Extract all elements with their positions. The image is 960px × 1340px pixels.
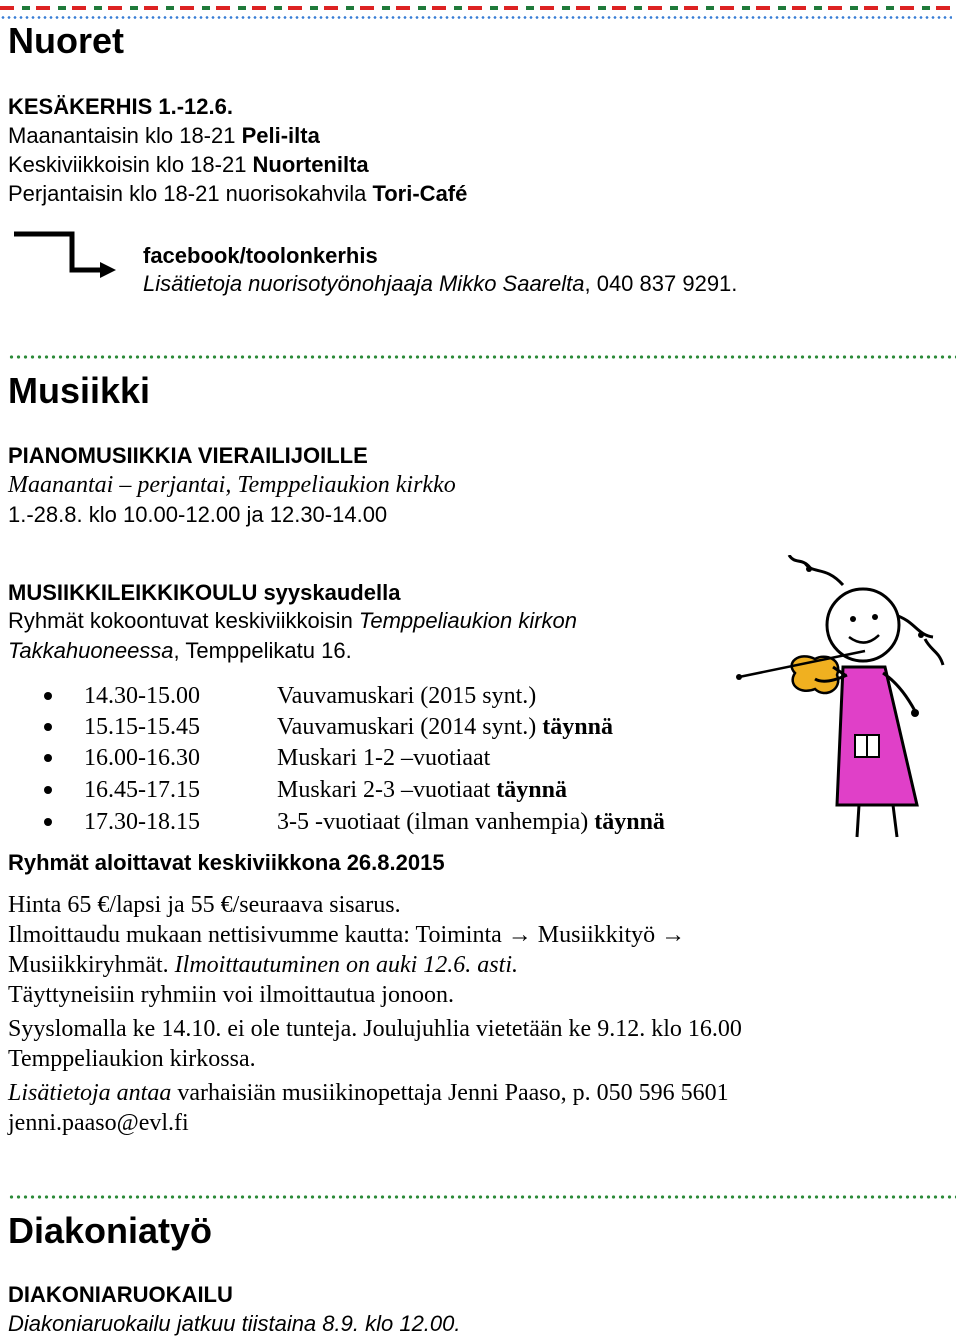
music-school-address: , Temppelikatu 16. <box>173 638 352 663</box>
schedule-line-1-text: Maanantaisin klo 18-21 <box>8 123 242 148</box>
schedule-line-1-event: Peli-ilta <box>241 123 320 148</box>
piano-place: Maanantai – perjantai, Temppeliaukion kirkko <box>8 472 456 498</box>
list-bullet <box>44 786 52 794</box>
diakonia-info: Diakoniaruokailu jatkuu tiistaina 8.9. klo 12.00. <box>8 1311 461 1336</box>
section-divider <box>8 355 956 359</box>
group-time: 17.30-18.15 <box>84 809 200 835</box>
group-time: 16.00-16.30 <box>84 745 200 771</box>
music-contact <box>8 1080 729 1107</box>
section-title-nuoret: Nuoret <box>8 20 124 61</box>
schedule-line-3 <box>8 181 467 207</box>
schedule-line-2 <box>8 152 369 178</box>
youth-contact-phone: , 040 837 9291. <box>584 271 738 296</box>
group-name-text: Muskari 1-2 –vuotiaat <box>277 745 491 771</box>
queue-info: Täyttyneisiin ryhmiin voi ilmoittautua jonoon. <box>8 982 454 1008</box>
group-name-text: Vauvamuskari (2014 synt.) <box>277 714 537 740</box>
music-contact-details: varhaisiän musiikinopettaja Jenni Paaso, p. 050 596 5601 <box>171 1080 729 1106</box>
signup-deadline: Ilmoittautuminen on auki 12.6. asti. <box>174 952 518 978</box>
turn-arrow-icon <box>12 228 122 284</box>
list-bullet <box>44 818 52 826</box>
decorative-top-border-dots <box>0 16 952 19</box>
group-name-text: Muskari 2-3 –vuotiaat <box>277 777 491 803</box>
schedule-line-2-event: Nuortenilta <box>252 152 369 177</box>
group-name <box>277 745 490 772</box>
youth-contact-info <box>143 271 737 297</box>
signup-line-1: Ilmoittaudu mukaan nettisivumme kautta: Toiminta → Musiikkityö → <box>8 922 686 948</box>
group-name <box>277 683 536 710</box>
list-bullet <box>44 754 52 762</box>
signup-line-2-text: Musiikkiryhmät. <box>8 952 175 978</box>
signup-line-2 <box>8 952 518 979</box>
schedule-line-3-text: Perjantaisin klo 18-21 nuorisokahvila <box>8 181 373 206</box>
list-bullet <box>44 692 52 700</box>
music-contact-lead: Lisätietoja antaa <box>8 1080 172 1106</box>
schedule-line-2-text: Keskiviikkoisin klo 18-21 <box>8 152 253 177</box>
section-title-musiikki: Musiikki <box>8 370 151 411</box>
group-name-text: 3-5 -vuotiaat (ilman vanhempia) <box>277 809 589 835</box>
group-name <box>277 777 567 804</box>
group-time: 14.30-15.00 <box>84 683 200 709</box>
group-name <box>277 714 613 741</box>
youth-contact-name: Lisätietoja nuorisotyönohjaaja Mikko Saarelta <box>143 271 585 296</box>
diakonia-heading: DIAKONIARUOKAILU <box>8 1282 233 1307</box>
kesakerhis-heading: KESÄKERHIS 1.-12.6. <box>8 94 233 119</box>
piano-time: 1.-28.8. klo 10.00-12.00 ja 12.30-14.00 <box>8 502 388 527</box>
group-status: täynnä <box>536 714 613 740</box>
schedule-line-1 <box>8 123 320 149</box>
group-time: 15.15-15.45 <box>84 714 200 740</box>
list-bullet <box>44 723 52 731</box>
music-school-line-2 <box>8 638 352 664</box>
music-school-line-1-text: Ryhmät kokoontuvat keskiviikkoisin <box>8 608 359 633</box>
groups-start-date: Ryhmät aloittavat keskiviikkona 26.8.2015 <box>8 850 445 875</box>
music-school-room: Takkahuoneessa <box>8 638 174 663</box>
decorative-top-border <box>0 6 952 14</box>
group-name <box>277 809 665 836</box>
group-time: 16.45-17.15 <box>84 777 200 803</box>
music-school-line-1 <box>8 608 577 634</box>
group-name-text: Vauvamuskari (2015 synt.) <box>277 683 537 709</box>
section-title-diakonia: Diakoniatyö <box>8 1210 213 1251</box>
price-info: Hinta 65 €/lapsi ja 55 €/seuraava sisarus. <box>8 892 401 918</box>
girl-violin-illustration <box>725 555 955 850</box>
holiday-line-1: Syyslomalla ke 14.10. ei ole tunteja. Joulujuhlia vietetään ke 9.12. klo 16.00 <box>8 1016 742 1042</box>
music-contact-email[interactable]: jenni.paaso@evl.fi <box>8 1110 189 1136</box>
music-school-heading: MUSIIKKILEIKKIKOULU syyskaudella <box>8 580 401 605</box>
music-school-place: Temppeliaukion kirkon <box>358 608 578 633</box>
holiday-line-2: Temppeliaukion kirkossa. <box>8 1046 256 1072</box>
piano-heading: PIANOMUSIIKKIA VIERAILIJOILLE <box>8 443 368 468</box>
group-status: täynnä <box>588 809 665 835</box>
facebook-link[interactable]: facebook/toolonkerhis <box>143 243 378 268</box>
group-status: täynnä <box>490 777 567 803</box>
schedule-line-3-event: Tori-Café <box>372 181 468 206</box>
section-divider <box>8 1195 956 1199</box>
